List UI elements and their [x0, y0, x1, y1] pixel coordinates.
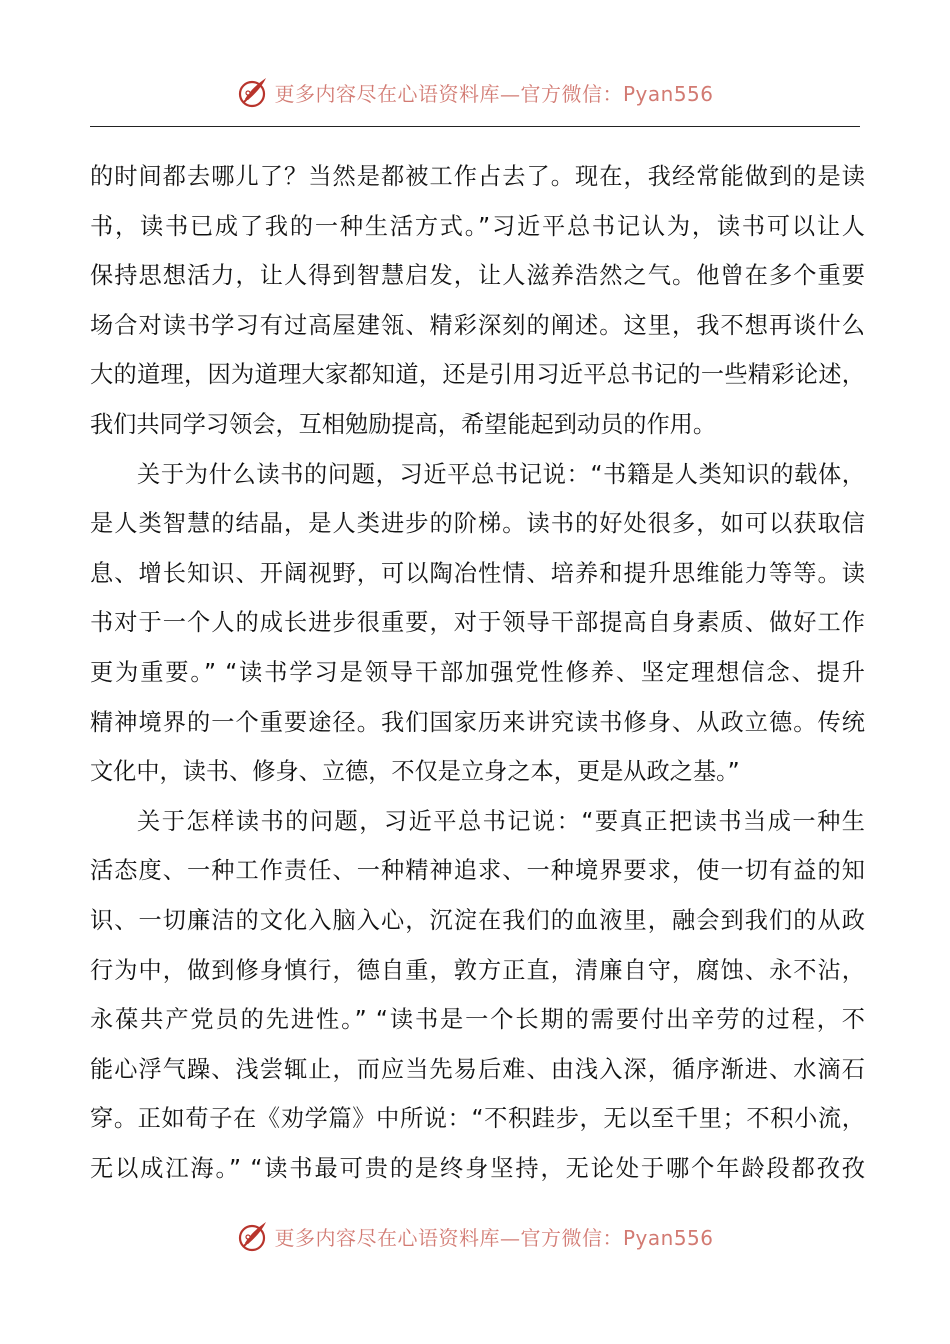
- body-line: 活态度、一种工作责任、一种精神追求、一种境界要求，使一切有益的知: [90, 857, 865, 885]
- body-line: 书对于一个人的成长进步很重要，对于领导干部提高自身素质、做好工作: [90, 609, 865, 637]
- body-line: 精神境界的一个重要途径。我们国家历来讲究读书修身、从政立德。传统: [90, 708, 865, 736]
- footer-banner: [0, 1214, 950, 1258]
- document-body: [90, 152, 865, 1193]
- body-line: 永葆共产党员的先进性。” “读书是一个长期的需要付出辛劳的过程，不: [90, 1006, 865, 1034]
- body-line: 的时间都去哪儿了？当然是都被工作占去了。现在，我经常能做到的是读: [90, 163, 865, 190]
- body-line: 文化中，读书、修身、立德，不仅是立身之本，更是从政之基。”: [90, 758, 740, 786]
- body-line: 行为中，做到修身慎行，德自重，敦方正直，清廉自守，腐蚀、永不沾，: [90, 956, 865, 984]
- quill-logo-icon: [236, 1219, 270, 1253]
- body-line: 大的道理，因为道理大家都知道，还是引用习近平总书记的一些精彩论述，: [90, 361, 865, 389]
- header-divider: [90, 126, 860, 127]
- body-line: 更为重要。” “读书学习是领导干部加强党性修养、坚定理想信念、提升: [90, 658, 865, 686]
- body-line: 息、增长知识、开阔视野，可以陶冶性情、培养和提升思维能力等等。读: [90, 559, 865, 587]
- body-line: 无以成江海。” “读书最可贵的是终身坚持，无论处于哪个年龄段都孜孜: [90, 1154, 865, 1182]
- body-line: 穿。正如荀子在《劝学篇》中所说：“不积跬步，无以至千里；不积小流，: [90, 1105, 865, 1133]
- body-line: 场合对读书学习有过高屋建瓴、精彩深刻的阐述。这里，我不想再谈什么: [90, 311, 865, 339]
- body-line: 我们共同学习领会，互相勉励提高，希望能起到动员的作用。: [90, 410, 717, 438]
- body-line: 书，读书已成了我的一种生活方式。”习近平总书记认为，读书可以让人: [90, 212, 865, 240]
- header-banner-text: 更多内容尽在心语资料库—官方微信：Pyan556: [274, 81, 714, 106]
- header-banner: [0, 70, 950, 114]
- footer-banner-text: 更多内容尽在心语资料库—官方微信：Pyan556: [274, 1225, 714, 1250]
- body-line: 是人类智慧的结晶，是人类进步的阶梯。读书的好处很多，如可以获取信: [90, 510, 865, 538]
- header-wechat-id: Pyan556: [622, 81, 714, 106]
- body-line: 能心浮气躁、浅尝辄止，而应当先易后难、由浅入深，循序渐进、水滴石: [90, 1055, 865, 1083]
- body-line: 保持思想活力，让人得到智慧启发，让人滋养浩然之气。他曾在多个重要: [90, 262, 865, 290]
- paragraph-start-line: 关于怎样读书的问题，习近平总书记说：“要真正把读书当成一种生: [137, 807, 865, 835]
- quill-logo-icon: [236, 75, 270, 109]
- paragraph-start-line: 关于为什么读书的问题，习近平总书记说：“书籍是人类知识的载体，: [137, 460, 865, 488]
- footer-wechat-id: Pyan556: [622, 1225, 714, 1250]
- body-line: 识、一切廉洁的文化入脑入心，沉淀在我们的血液里，融会到我们的从政: [90, 906, 865, 934]
